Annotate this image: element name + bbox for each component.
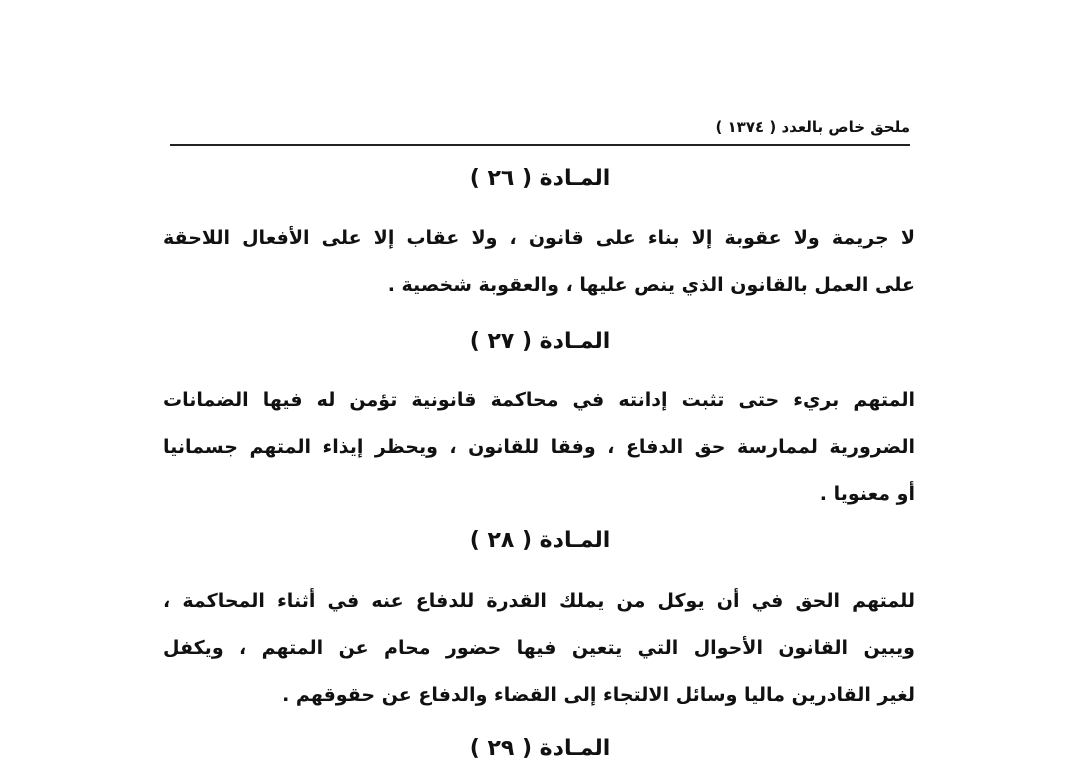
article-27-line-2: الضرورية لممارسة حق الدفاع ، وفقا للقانون ، ويحظر إيذاء المتهم جسمانيا bbox=[163, 436, 915, 458]
article-26-line-1: لا جريمة ولا عقوبة إلا بناء على قانون ، ولا عقاب إلا على الأفعال اللاحقة bbox=[163, 227, 915, 249]
article-27-body bbox=[163, 377, 915, 518]
article-29-heading: المـادة ( ٢٩ ) bbox=[469, 736, 611, 761]
article-26-heading: المـادة ( ٢٦ ) bbox=[469, 166, 611, 191]
article-28-body bbox=[163, 578, 915, 719]
article-28-heading: المـادة ( ٢٨ ) bbox=[469, 528, 611, 553]
article-26-body bbox=[163, 215, 915, 309]
article-28-line-2: ويبين القانون الأحوال التي يتعين فيها حضور محام عن المتهم ، ويكفل bbox=[163, 637, 915, 659]
article-27-line-3: أو معنويا . bbox=[819, 483, 915, 505]
article-28-line-3: لغير القادرين ماليا وسائل الالتجاء إلى القضاء والدفاع عن حقوقهم . bbox=[282, 684, 915, 706]
article-27-line-1: المتهم بريء حتى تثبت إدانته في محاكمة قانونية تؤمن له فيها الضمانات bbox=[163, 389, 915, 411]
running-header bbox=[170, 112, 910, 146]
running-header-title: ملحق خاص بالعدد ( ١٣٧٤ ) bbox=[715, 118, 910, 136]
article-26-line-2: على العمل بالقانون الذي ينص عليها ، والعقوبة شخصية . bbox=[387, 274, 915, 296]
article-28-line-1: للمتهم الحق في أن يوكل من يملك القدرة للدفاع عنه في أثناء المحاكمة ، bbox=[163, 590, 915, 612]
article-27-heading: المـادة ( ٢٧ ) bbox=[469, 329, 611, 354]
